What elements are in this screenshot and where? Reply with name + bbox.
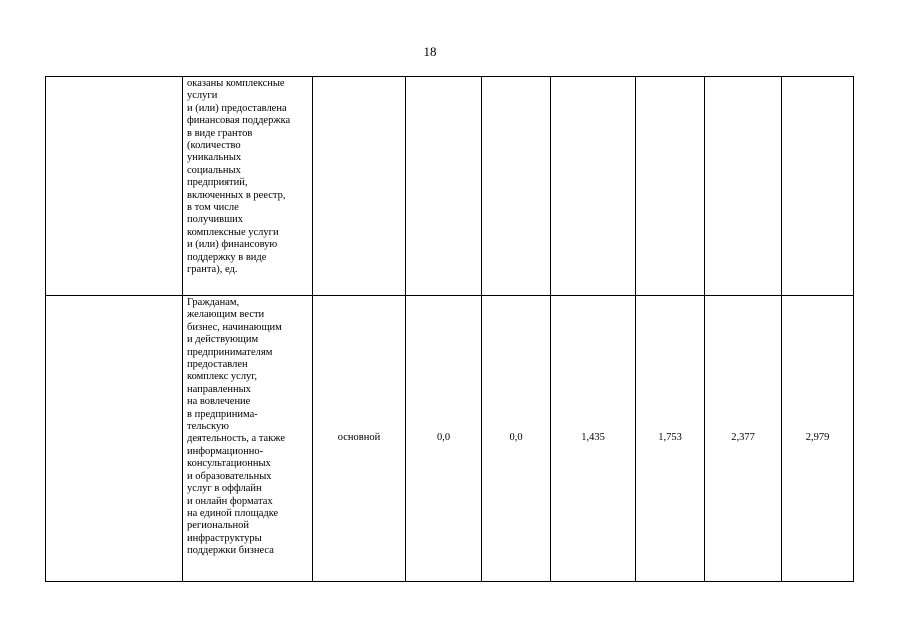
- indicator-description-cell: оказаны комплексные услуги и (или) предоставлена финансовая поддержка в виде грантов (количество уникальных социальных предприятий, включенных в реестр, в том числе получивших комплексные услуги и (или) финансовую поддержку в виде гранта), ед.: [183, 77, 313, 296]
- indicator-type-cell: [313, 77, 406, 296]
- value-cell: 2,377: [705, 296, 782, 582]
- value-cell: [782, 77, 854, 296]
- value-cell: 2,979: [782, 296, 854, 582]
- value-cell: 1,753: [636, 296, 705, 582]
- value-cell: 0,0: [482, 296, 551, 582]
- number-cell: [46, 296, 183, 582]
- table-row: [46, 77, 854, 296]
- number-cell: [46, 77, 183, 296]
- indicator-table: [45, 76, 854, 582]
- value-cell: [636, 77, 705, 296]
- page-number: 18: [423, 44, 437, 59]
- value-cell: [482, 77, 551, 296]
- value-cell: [551, 77, 636, 296]
- value-cell: 1,435: [551, 296, 636, 582]
- indicator-type-cell: основной: [313, 296, 406, 582]
- value-cell: [406, 77, 482, 296]
- value-cell: 0,0: [406, 296, 482, 582]
- indicator-description-cell: Гражданам, желающим вести бизнес, начинающим и действующим предпринимателям предоставлен комплекс услуг, направленных на вовлечение в предпринима- тельскую деятельность, а также информационно- консультационных и образовательных услуг в оффлайн и онлайн форматах на единой площадке региональной инфраструктуры поддержки бизнеса: [183, 296, 313, 582]
- value-cell: [705, 77, 782, 296]
- table-row: [46, 296, 854, 582]
